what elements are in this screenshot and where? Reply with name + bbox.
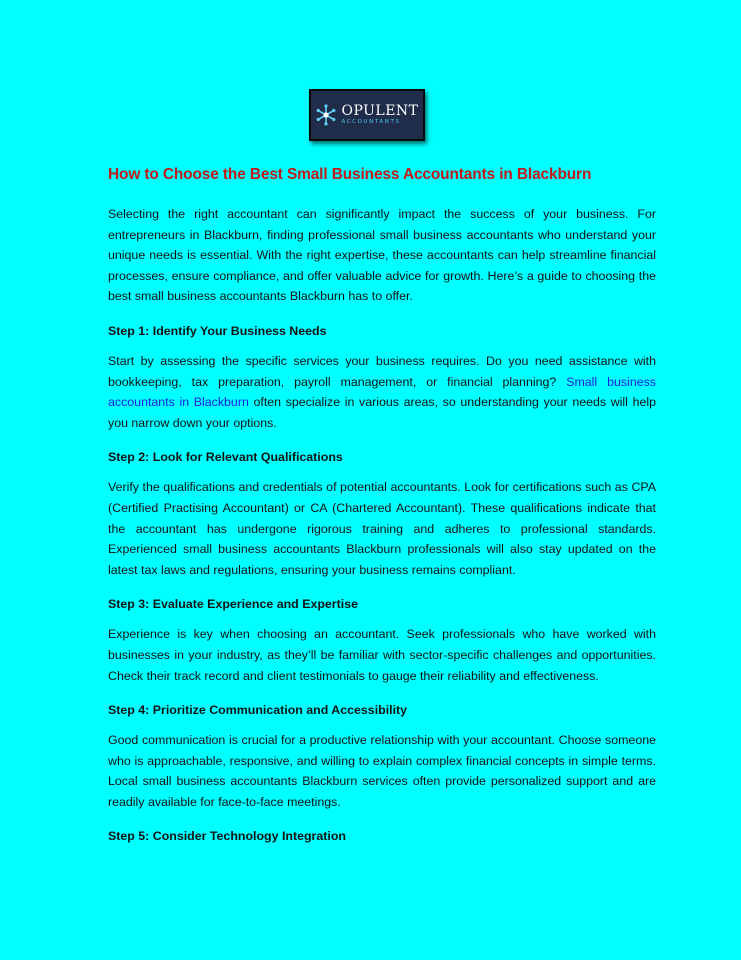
step-3-paragraph: Experience is key when choosing an accountant. Seek professionals who have worked with businesses in your industry, as they’ll be familiar with sector-specific challenges and opportunities. Check their track record and client testimonials to gauge their reliability and effectiveness.: [108, 627, 656, 683]
step-1-heading: Step 1: Identify Your Business Needs: [108, 323, 327, 338]
step-2-heading: Step 2: Look for Relevant Qualifications: [108, 450, 343, 465]
step-4-paragraph: Good communication is crucial for a productive relationship with your accountant. Choose someone who is approachable, responsive, and willing to explain complex financial concepts in simple terms. Local small business accountants Blackburn services often provide personalized support and are readily available for face-to-face meetings.: [108, 733, 656, 809]
step-1-text-after: often specialize in various areas, so understanding your needs will help you narrow down your options.: [108, 395, 656, 430]
step-1-paragraph: [108, 351, 656, 433]
intro-paragraph: Selecting the right accountant can significantly impact the success of your business. For entrepreneurs in Blackburn, finding professional small business accountants who understand your unique needs is essential. With the right expertise, these accountants can help streamline financial processes, ensure compliance, and offer valuable advice for growth. Here’s a guide to choosing the best small business accountants Blackburn has to offer.: [108, 207, 656, 304]
step-4-section: [108, 700, 656, 812]
step-4-heading: Step 4: Prioritize Communication and Accessibility: [108, 703, 408, 718]
opulent-accountants-logo: [309, 89, 425, 141]
step-5-section: [108, 826, 656, 846]
snowflake-emblem-icon: [315, 104, 337, 126]
step-2-section: [108, 447, 656, 580]
step-3-section: [108, 594, 656, 686]
logo-name: OPULENT: [341, 103, 419, 120]
document-body: [108, 166, 656, 856]
logo-tagline: ACCOUNTANTS: [341, 119, 401, 126]
step-3-heading: Step 3: Evaluate Experience and Expertise: [108, 597, 358, 612]
small-business-accountants-link[interactable]: Small business accountants in Blackburn: [108, 374, 656, 410]
step-1-text-before: Start by assessing the specific services your business requires. Do you need assistance with bookkeeping, tax preparation, payroll management, or financial planning?: [108, 353, 656, 389]
step-1-section: [108, 321, 656, 433]
step-5-heading: Step 5: Consider Technology Integration: [108, 829, 346, 844]
page-title: How to Choose the Best Small Business Accountants in Blackburn: [108, 166, 592, 183]
step-2-paragraph: Verify the qualifications and credentials of potential accountants. Look for certifications such as CPA (Certified Practising Accountant) or CA (Chartered Accountant). These qualifications indicate that the accountant has undergone rigorous training and adheres to professional standards. Experienced small business accountants Blackburn professionals will also stay updated on the latest tax laws and regulations, ensuring your business remains compliant.: [108, 480, 656, 577]
